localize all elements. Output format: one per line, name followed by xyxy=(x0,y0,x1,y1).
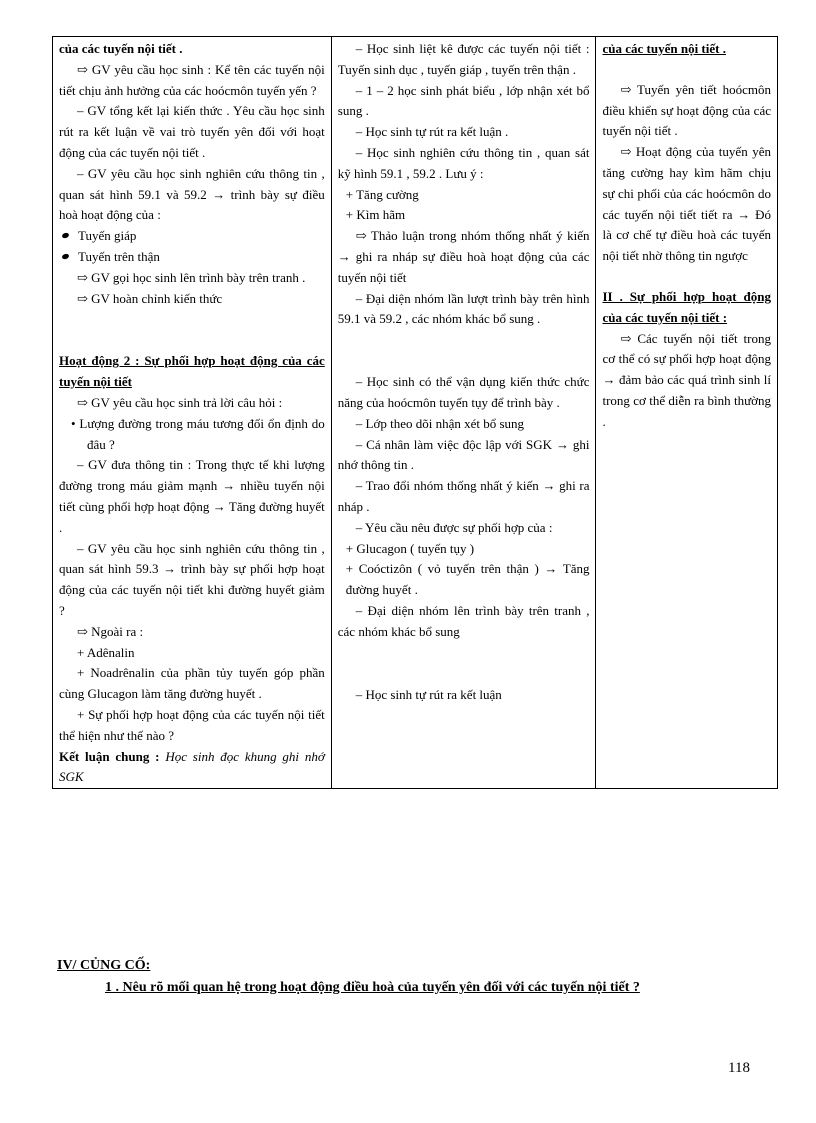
col1-line: ⇨ GV yêu cầu học sinh : Kể tên các tuyến nội tiết chịu ảnh hưởng của các hoócmôn tuyến yến ? xyxy=(59,61,325,98)
bullet-icon xyxy=(61,253,69,260)
teacher-activity-column xyxy=(53,37,332,789)
col1-line: ⇨ GV hoàn chỉnh kiến thức xyxy=(77,290,223,306)
col1-line: + Noadrênalin của phần tủy tuyến góp phần cùng Glucagon làm tăng đường huyết . xyxy=(59,665,325,702)
col2-line: + Glucagon ( tuyến tụy ) xyxy=(345,540,475,556)
lesson-table xyxy=(52,36,778,789)
col2-line: – Học sinh liệt kê được các tuyến nội tiết : Tuyến sinh dục , tuyến giáp , tuyến trên thận . xyxy=(337,41,590,77)
col3-line: ⇨ Hoạt động của tuyến yên tăng cường hay kìm hãm chịu sự chi phối của các hoócmôn do các tuyến nội tiết tiết ra → Đó là cơ chế tự điều hoà các tuyến nội tiết nhờ thông tin ngược xyxy=(602,144,771,264)
question-item: • Lượng đường trong máu tương đối ổn định do đâu ? xyxy=(71,415,325,452)
activity-2-heading: Hoạt động 2 : Sự phối hợp hoạt động của các tuyến nội tiết xyxy=(59,353,325,390)
consolidation-section xyxy=(57,955,757,999)
col1-line: của các tuyến nội tiết . xyxy=(59,41,183,56)
col3-line: ⇨ Các tuyến nội tiết trong cơ thể có sự phối hợp hoạt động → đảm bảo các quá trình sinh lí trong cơ thể diễn ra bình thường . xyxy=(602,330,771,429)
col1-line: ⇨ GV gọi học sinh lên trình bày trên tranh . xyxy=(77,269,306,285)
conclusion: Kết luận chung : Học sinh đọc khung ghi nhớ SGK xyxy=(59,748,325,785)
bullet-icon xyxy=(61,232,69,239)
col2-line: ⇨ Thảo luận trong nhóm thống nhất ý kiến → ghi ra nháp sự điều hoà hoạt động của các tuyến nội tiết xyxy=(337,228,590,285)
col1-line: – GV đưa thông tin : Trong thực tế khi lượng đường trong máu giảm mạnh → nhiều tuyến nội tiết cùng phối hợp hoạt động → Tăng đường huyết . xyxy=(59,457,325,535)
col2-line: + Tăng cường xyxy=(345,186,419,202)
col2-line: – Học sinh tự rút ra kết luận xyxy=(355,686,502,702)
bullet-item: Tuyến trên thận xyxy=(59,247,325,268)
col2-line: – Lớp theo dõi nhận xét bổ sung xyxy=(355,415,525,431)
col3-heading: của các tuyến nội tiết . xyxy=(602,41,726,56)
col2-line: – Cá nhân làm việc độc lập với SGK → ghi nhớ thông tin . xyxy=(337,436,590,473)
col2-line: + Kìm hãm xyxy=(345,207,406,223)
col3-line: ⇨ Tuyến yên tiết hoócmôn điều khiển sự hoạt động của các tuyến nội tiết . xyxy=(602,81,771,139)
col2-line: – Học sinh có thể vận dụng kiến thức chức năng của hoócmôn tuyến tụy để trình bày . xyxy=(337,374,590,410)
col1-line: – GV yêu cầu học sinh nghiên cứu thông tin , quan sát hình 59.1 và 59.2 → trình bày sự điều hoà hoạt động của : xyxy=(59,165,325,223)
section-2-heading: II . Sự phối hợp hoạt động của các tuyến nội tiết : xyxy=(602,288,771,325)
col1-line: ⇨ GV yêu cầu học sinh trả lời câu hỏi : xyxy=(77,394,283,410)
col2-line: + Coóctizôn ( vỏ tuyến trên thận ) → Tăng đường huyết . xyxy=(345,561,590,598)
col2-line: – Học sinh tự rút ra kết luận . xyxy=(355,124,509,140)
col1-line: ⇨ Ngoài ra : xyxy=(77,623,144,639)
col1-line: – GV yêu cầu học sinh nghiên cứu thông tin , quan sát hình 59.3 → trình bày sự phối hợp hoạt động của các tuyến nội tiết khi đường huyết giảm ? xyxy=(59,540,325,618)
col1-line: – GV tổng kết lại kiến thức . Yêu cầu học sinh rút ra kết luận về vai trò tuyến yên đối với hoạt động của các tuyến nội tiết . xyxy=(59,103,325,160)
col2-line: – Học sinh nghiên cứu thông tin , quan sát kỹ hình 59.1 , 59.2 . Lưu ý : xyxy=(337,144,590,181)
col2-line: – Yêu cầu nêu được sự phối hợp của : xyxy=(355,519,553,535)
col2-line: – Đại diện nhóm lần lượt trình bày trên hình 59.1 và 59.2 , các nhóm khác bổ sung . xyxy=(337,290,590,327)
question-1: 1 . Nêu rõ mối quan hệ trong hoạt động điều hoà của tuyến yên đối với các tuyến nội tiết ? xyxy=(105,980,640,995)
page-number: 118 xyxy=(728,1060,750,1076)
student-activity-column xyxy=(331,37,596,789)
col2-line: – Trao đổi nhóm thống nhất ý kiến → ghi ra nháp . xyxy=(337,478,590,514)
bullet-item: Tuyến giáp xyxy=(59,226,325,247)
content-column xyxy=(596,37,778,789)
col2-line: – 1 – 2 học sinh phát biểu , lớp nhận xét bổ sung . xyxy=(337,82,590,119)
col1-line: + Adênalin xyxy=(77,644,135,660)
col1-line: + Sự phối hợp hoạt động của các tuyến nội tiết thể hiện như thế nào ? xyxy=(59,706,325,743)
col2-line: – Đại diện nhóm lên trình bày trên tranh , các nhóm khác bổ sung xyxy=(337,602,590,639)
section-4-title: IV/ CỦNG CỐ: xyxy=(57,958,151,973)
